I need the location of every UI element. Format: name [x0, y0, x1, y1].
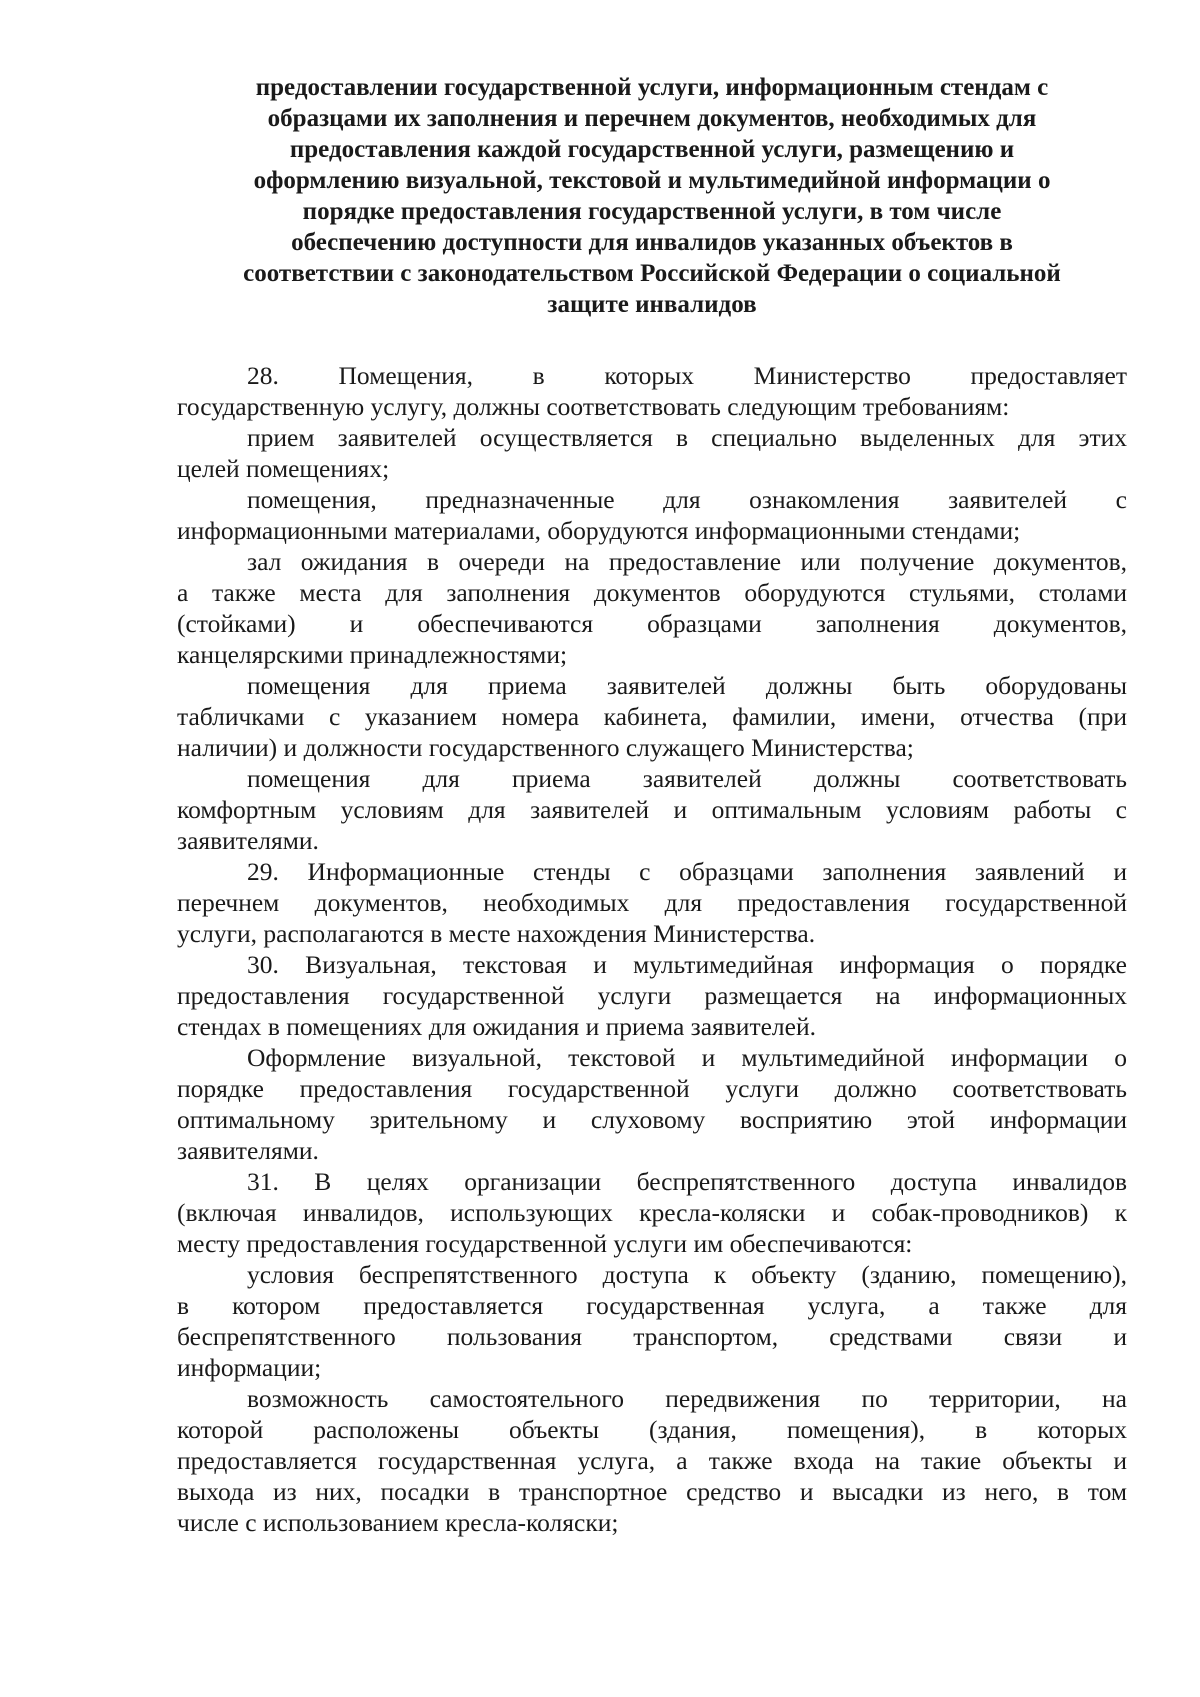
paragraph-line: оптимальному зрительному и слуховому восприятию этой информации	[177, 1105, 1127, 1134]
paragraph	[177, 422, 1127, 484]
paragraph	[177, 1383, 1127, 1538]
heading-line: обеспечению доступности для инвалидов указанных объектов в	[291, 229, 1013, 256]
paragraph-line: наличии) и должности государственного служащего Министерства;	[177, 733, 914, 762]
paragraph-line: которой расположены объекты (здания, помещения), в которых	[177, 1415, 1127, 1444]
paragraph	[177, 670, 1127, 763]
paragraph-line: помещения, предназначенные для ознакомления заявителей с	[247, 485, 1127, 514]
paragraph-line: порядке предоставления государственной услуги должно соответствовать	[177, 1074, 1127, 1103]
paragraph-line: государственную услугу, должны соответствовать следующим требованиям:	[177, 392, 1010, 421]
paragraph-line: стендах в помещениях для ожидания и приема заявителей.	[177, 1012, 816, 1041]
paragraph	[177, 856, 1127, 949]
paragraph-line: Оформление визуальной, текстовой и мультимедийной информации о	[247, 1043, 1127, 1072]
paragraph-line: комфортным условиям для заявителей и оптимальным условиям работы с	[177, 795, 1127, 824]
paragraph-line: условия беспрепятственного доступа к объекту (зданию, помещению),	[247, 1260, 1127, 1289]
paragraph	[177, 1042, 1127, 1166]
paragraph	[177, 484, 1127, 546]
paragraph	[177, 949, 1127, 1042]
paragraph-line: зал ожидания в очереди на предоставление или получение документов,	[247, 547, 1127, 576]
paragraph-line: информации;	[177, 1353, 322, 1382]
paragraph-line: информационными материалами, оборудуются информационными стендами;	[177, 516, 1021, 545]
heading-line: образцами их заполнения и перечнем документов, необходимых для	[267, 105, 1037, 132]
paragraph-line: услуги, располагаются в месте нахождения Министерства.	[177, 919, 816, 948]
section-heading	[177, 72, 1127, 320]
paragraph-line: канцелярскими принадлежностями;	[177, 640, 568, 669]
paragraph-line: (стойками) и обеспечиваются образцами заполнения документов,	[177, 609, 1127, 638]
paragraph	[177, 546, 1127, 670]
paragraph-line: помещения для приема заявителей должны быть оборудованы	[247, 671, 1127, 700]
paragraph-line: возможность самостоятельного передвижения по территории, на	[247, 1384, 1127, 1413]
paragraph-line: беспрепятственного пользования транспортом, средствами связи и	[177, 1322, 1127, 1351]
paragraph-line: выхода из них, посадки в транспортное средство и высадки из него, в том	[177, 1477, 1127, 1506]
paragraph-line: прием заявителей осуществляется в специально выделенных для этих	[247, 423, 1127, 452]
document-body	[177, 360, 1127, 1538]
paragraph-line: месту предоставления государственной услуги им обеспечиваются:	[177, 1229, 913, 1258]
paragraph-line: 31. В целях организации беспрепятственного доступа инвалидов	[247, 1167, 1127, 1196]
paragraph-line: а также места для заполнения документов оборудуются стульями, столами	[177, 578, 1127, 607]
heading-line: оформлению визуальной, текстовой и мультимедийной информации о	[253, 167, 1051, 194]
paragraph-line: 28. Помещения, в которых Министерство предоставляет	[247, 361, 1127, 390]
paragraph	[177, 360, 1127, 422]
heading-line: защите инвалидов	[547, 291, 757, 318]
document-page	[177, 72, 1127, 1538]
paragraph-line: заявителями.	[177, 1136, 319, 1165]
paragraph-line: 30. Визуальная, текстовая и мультимедийная информация о порядке	[247, 950, 1127, 979]
paragraph-line: целей помещениях;	[177, 454, 390, 483]
heading-line: соответствии с законодательством Российской Федерации о социальной	[243, 260, 1061, 287]
paragraph	[177, 1259, 1127, 1383]
paragraph	[177, 763, 1127, 856]
paragraph-line: предоставления государственной услуги размещается на информационных	[177, 981, 1127, 1010]
paragraph-line: (включая инвалидов, использующих кресла-коляски и собак-проводников) к	[177, 1198, 1127, 1227]
paragraph-line: табличками с указанием номера кабинета, фамилии, имени, отчества (при	[177, 702, 1127, 731]
paragraph	[177, 1166, 1127, 1259]
heading-line: предоставления каждой государственной услуги, размещению и	[289, 136, 1015, 163]
paragraph-line: в котором предоставляется государственная услуга, а также для	[177, 1291, 1127, 1320]
paragraph-line: заявителями.	[177, 826, 319, 855]
heading-line: предоставлении государственной услуги, информационным стендам с	[255, 74, 1049, 101]
paragraph-line: числе с использованием кресла-коляски;	[177, 1508, 619, 1537]
paragraph-line: перечнем документов, необходимых для предоставления государственной	[177, 888, 1127, 917]
paragraph-line: предоставляется государственная услуга, а также входа на такие объекты и	[177, 1446, 1127, 1475]
heading-line: порядке предоставления государственной услуги, в том числе	[302, 198, 1002, 225]
paragraph-line: 29. Информационные стенды с образцами заполнения заявлений и	[247, 857, 1127, 886]
paragraph-line: помещения для приема заявителей должны соответствовать	[247, 764, 1127, 793]
